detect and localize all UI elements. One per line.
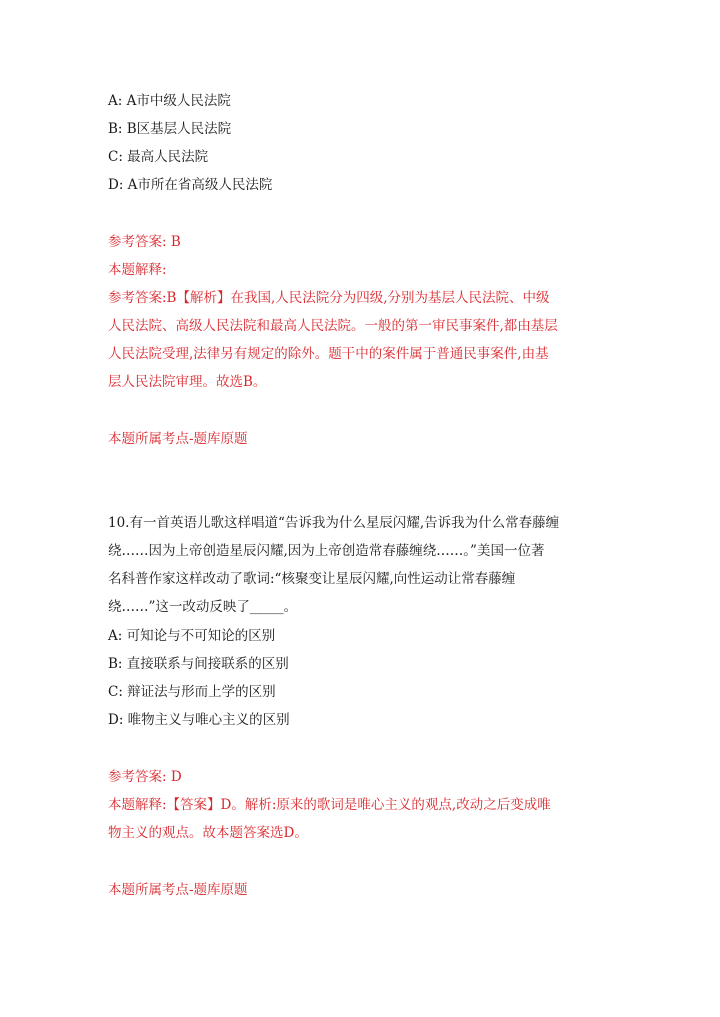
q9-analysis-line-1: 参考答案:B【解析】在我国,人民法院分为四级,分别为基层人民法院、中级 (108, 290, 550, 306)
q9-source: 本题所属考点-题库原题 (108, 431, 248, 447)
q9-answer: 参考答案: B (108, 234, 181, 250)
q9-option-d: D: A市所在省高级人民法院 (108, 177, 273, 193)
q10-option-a: A: 可知论与不可知论的区别 (108, 628, 276, 644)
q10-option-d: D: 唯物主义与唯心主义的区别 (108, 712, 290, 728)
q10-option-b: B: 直接联系与间接联系的区别 (108, 656, 289, 672)
q9-analysis-line-3: 人民法院受理,法律另有规定的除外。题干中的案件属于普通民事案件,由基 (108, 346, 549, 362)
q10-source: 本题所属考点-题库原题 (108, 882, 248, 898)
q10-analysis-line-2: 物主义的观点。故本题答案选D。 (108, 825, 308, 841)
q9-analysis-label: 本题解释: (108, 262, 167, 278)
q10-answer: 参考答案: D (108, 769, 182, 785)
q10-stem-line-4: 绕……”这一改动反映了_____。 (108, 599, 298, 615)
q10-option-c: C: 辩证法与形而上学的区别 (108, 684, 276, 700)
q10-stem-line-3: 名科普作家这样改动了歌词:“核聚变让星辰闪耀,向性运动让常春藤缠 (108, 571, 516, 587)
q9-option-a: A: A市中级人民法院 (108, 93, 231, 109)
q9-analysis-line-4: 层人民法院审理。故选B。 (108, 374, 267, 390)
q9-option-c: C: 最高人民法院 (108, 149, 209, 165)
q10-stem-line-1: 10.有一首英语儿歌这样唱道“告诉我为什么星辰闪耀,告诉我为什么常春藤缠 (108, 515, 560, 531)
q9-option-b: B: B区基层人民法院 (108, 121, 232, 137)
q9-analysis-line-2: 人民法院、高级人民法院和最高人民法院。一般的第一审民事案件,都由基层 (108, 318, 558, 334)
q10-stem-line-2: 绕……因为上帝创造星辰闪耀,因为上帝创造常春藤缠绕……。”美国一位著 (108, 543, 545, 559)
q10-analysis-line-1: 本题解释:【答案】D。解析:原来的歌词是唯心主义的观点,改动之后变成唯 (108, 797, 551, 813)
